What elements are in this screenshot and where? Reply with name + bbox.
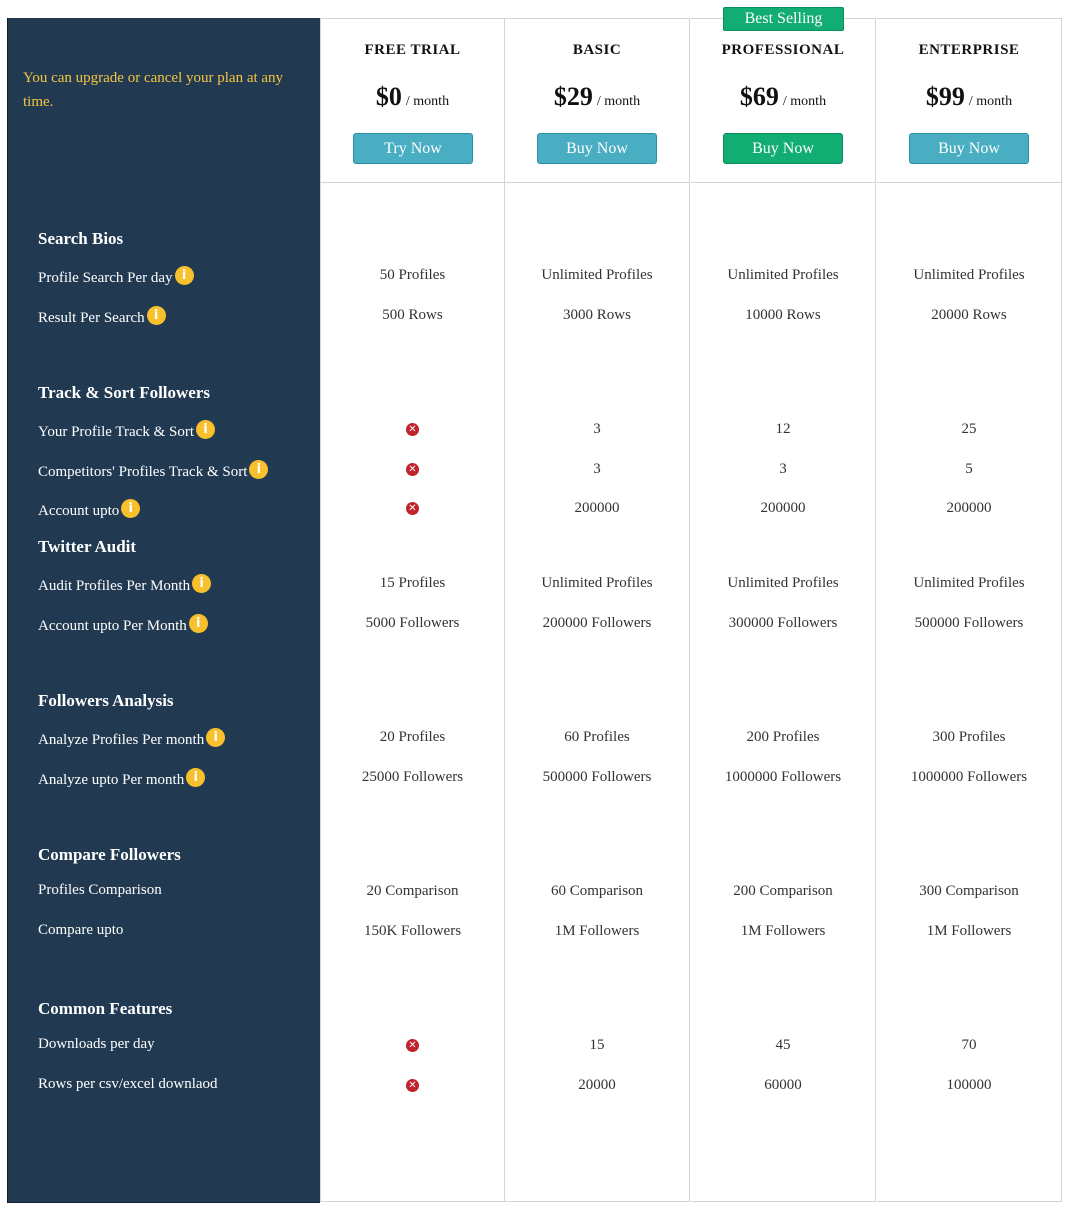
feature-row-label: [38, 614, 208, 635]
plan-feature-value: Unlimited Profiles: [727, 267, 839, 283]
feature-row-label: [38, 1036, 155, 1053]
plan-column-professional: [691, 18, 876, 1202]
plan-price: $69: [739, 82, 779, 111]
plan-feature-value: 12: [775, 421, 791, 437]
plan-feature-value: 15 Profiles: [379, 575, 446, 591]
plan-name: ENTERPRISE: [918, 42, 1020, 58]
section-title: Search Bios: [38, 229, 124, 248]
plan-feature-value: 500000 Followers: [914, 614, 1024, 631]
plan-feature-value: 3000 Rows: [563, 306, 631, 323]
feature-label: Profile Search Per day: [38, 270, 173, 286]
plan-feature-value: 50 Profiles: [379, 267, 446, 283]
plan-feature-value: 20000 Rows: [931, 306, 1007, 323]
plan-feature-value: Unlimited Profiles: [541, 575, 653, 591]
plan-feature-value: 10000 Rows: [745, 306, 821, 323]
plan-feature-value: 200 Profiles: [746, 729, 820, 745]
plan-price: $99: [925, 82, 965, 111]
feature-row-label: [38, 922, 123, 939]
plan-feature-value: 500000 Followers: [542, 768, 652, 785]
buy-now-button[interactable]: Buy Now: [537, 133, 657, 164]
section-title: Twitter Audit: [38, 537, 137, 556]
x-circle-icon: ✕: [406, 502, 419, 515]
info-icon[interactable]: i: [147, 306, 166, 325]
plan-header: [691, 19, 875, 183]
info-icon[interactable]: i: [186, 768, 205, 787]
plan-feature-value: 200000 Followers: [542, 614, 652, 631]
plan-feature-value: 300 Profiles: [932, 729, 1006, 745]
plan-feature-value: 1000000 Followers: [724, 768, 842, 785]
plan-feature-value: 60 Profiles: [564, 729, 630, 745]
plan-feature-value: [321, 461, 504, 478]
plan-feature-value: [321, 500, 504, 517]
x-circle-icon: ✕: [406, 463, 419, 476]
plan-feature-value: 200000: [574, 500, 620, 516]
feature-row-label: [38, 882, 162, 899]
plan-feature-value: Unlimited Profiles: [541, 267, 653, 283]
feature-label: Profiles Comparison: [38, 882, 162, 898]
feature-row-label: [38, 306, 166, 327]
plan-name: PROFESSIONAL: [721, 42, 845, 58]
info-icon[interactable]: i: [206, 728, 225, 747]
feature-label: Account upto Per Month: [38, 617, 187, 634]
section-title: Track & Sort Followers: [38, 383, 211, 402]
plan-feature-value: 200 Comparison: [733, 883, 833, 899]
buy-now-button[interactable]: Buy Now: [909, 133, 1029, 164]
info-icon[interactable]: i: [192, 574, 211, 593]
feature-row-label: [38, 574, 211, 595]
plan-feature-value: 100000: [946, 1076, 992, 1093]
feature-row-label: [38, 460, 268, 481]
feature-sidebar: [7, 18, 320, 1203]
feature-label: Account upto: [38, 503, 120, 519]
plan-feature-value: [321, 1077, 504, 1094]
plan-price: $0: [375, 82, 402, 111]
plan-feature-value: 5: [965, 460, 973, 477]
plan-feature-value: 70: [961, 1037, 977, 1053]
plan-feature-value: 300 Comparison: [919, 883, 1019, 899]
info-icon[interactable]: i: [121, 499, 140, 518]
plan-feature-value: 200000: [946, 500, 992, 516]
feature-row-label: [38, 1076, 218, 1093]
info-icon[interactable]: i: [196, 420, 215, 439]
price-period: / month: [782, 94, 827, 109]
plan-header: [505, 19, 689, 183]
feature-label: Analyze Profiles Per month: [38, 732, 205, 748]
plan-feature-value: 3: [779, 460, 787, 477]
plan-feature-value: 20000: [578, 1076, 616, 1093]
plan-column-enterprise: [877, 18, 1062, 1202]
price-period: / month: [596, 94, 641, 109]
feature-label: Downloads per day: [38, 1036, 155, 1052]
plan-price-row: [505, 82, 689, 112]
plan-feature-value: 60000: [764, 1076, 802, 1093]
plan-feature-value: 20 Comparison: [366, 883, 459, 899]
x-circle-icon: ✕: [406, 1079, 419, 1092]
plan-feature-value: 300000 Followers: [728, 614, 838, 631]
price-period: / month: [968, 94, 1013, 109]
feature-label: Compare upto: [38, 921, 124, 938]
plan-feature-value: 45: [775, 1037, 791, 1053]
plan-feature-value: [321, 1037, 504, 1054]
plan-price-row: [877, 82, 1061, 112]
plan-name: BASIC: [572, 42, 622, 58]
plan-feature-value: 60 Comparison: [550, 883, 644, 899]
plan-feature-value: [321, 421, 504, 438]
plan-price: $29: [553, 82, 593, 111]
x-circle-icon: ✕: [406, 1039, 419, 1052]
plan-feature-value: Unlimited Profiles: [727, 575, 839, 591]
plan-column-free-trial: [320, 18, 505, 1202]
feature-row-label: [38, 768, 205, 789]
price-period: / month: [405, 94, 450, 109]
feature-label: Rows per csv/excel downlaod: [38, 1075, 218, 1092]
plan-header: [321, 19, 504, 183]
plan-feature-value: 1M Followers: [740, 922, 826, 939]
feature-label: Your Profile Track & Sort: [38, 424, 194, 440]
x-circle-icon: ✕: [406, 423, 419, 436]
plan-feature-value: 15: [589, 1037, 605, 1053]
feature-label: Analyze upto Per month: [38, 771, 185, 788]
plan-feature-value: 1M Followers: [926, 922, 1012, 939]
section-title: Compare Followers: [38, 845, 181, 864]
plan-column-basic: [505, 18, 690, 1202]
plan-feature-value: 5000 Followers: [365, 614, 460, 631]
feature-row-label: [38, 728, 225, 749]
plan-price-row: [691, 82, 875, 112]
plan-feature-value: Unlimited Profiles: [913, 575, 1025, 591]
best-selling-badge: Best Selling: [723, 7, 844, 31]
plan-feature-value: 3: [593, 421, 601, 437]
plan-price-row: [321, 82, 504, 112]
plan-header: [877, 19, 1061, 183]
plan-feature-value: 3: [593, 460, 601, 477]
feature-row-label: [38, 420, 215, 441]
plan-tagline: You can upgrade or cancel your plan at any time.: [23, 70, 284, 110]
feature-row-label: [38, 499, 140, 520]
plan-feature-value: 1000000 Followers: [910, 768, 1028, 785]
try-now-button[interactable]: Try Now: [353, 133, 473, 164]
section-title: Followers Analysis: [38, 691, 174, 710]
feature-label: Result Per Search: [38, 309, 145, 326]
info-icon[interactable]: i: [175, 266, 194, 285]
info-icon[interactable]: i: [189, 614, 208, 633]
info-icon[interactable]: i: [249, 460, 268, 479]
plan-feature-value: Unlimited Profiles: [913, 267, 1025, 283]
plan-feature-value: 25: [961, 421, 977, 437]
feature-label: Audit Profiles Per Month: [38, 578, 191, 594]
plan-feature-value: 25000 Followers: [361, 768, 464, 785]
plan-feature-value: 150K Followers: [363, 922, 462, 939]
feature-label: Competitors' Profiles Track & Sort: [38, 463, 248, 480]
section-title: Common Features: [38, 999, 173, 1018]
feature-row-label: [38, 266, 194, 287]
plan-name: FREE TRIAL: [364, 42, 461, 58]
plan-feature-value: 500 Rows: [382, 306, 443, 323]
plan-feature-value: 200000: [760, 500, 806, 516]
plan-feature-value: 1M Followers: [554, 922, 640, 939]
buy-now-button[interactable]: Buy Now: [723, 133, 843, 164]
plan-feature-value: 20 Profiles: [379, 729, 446, 745]
